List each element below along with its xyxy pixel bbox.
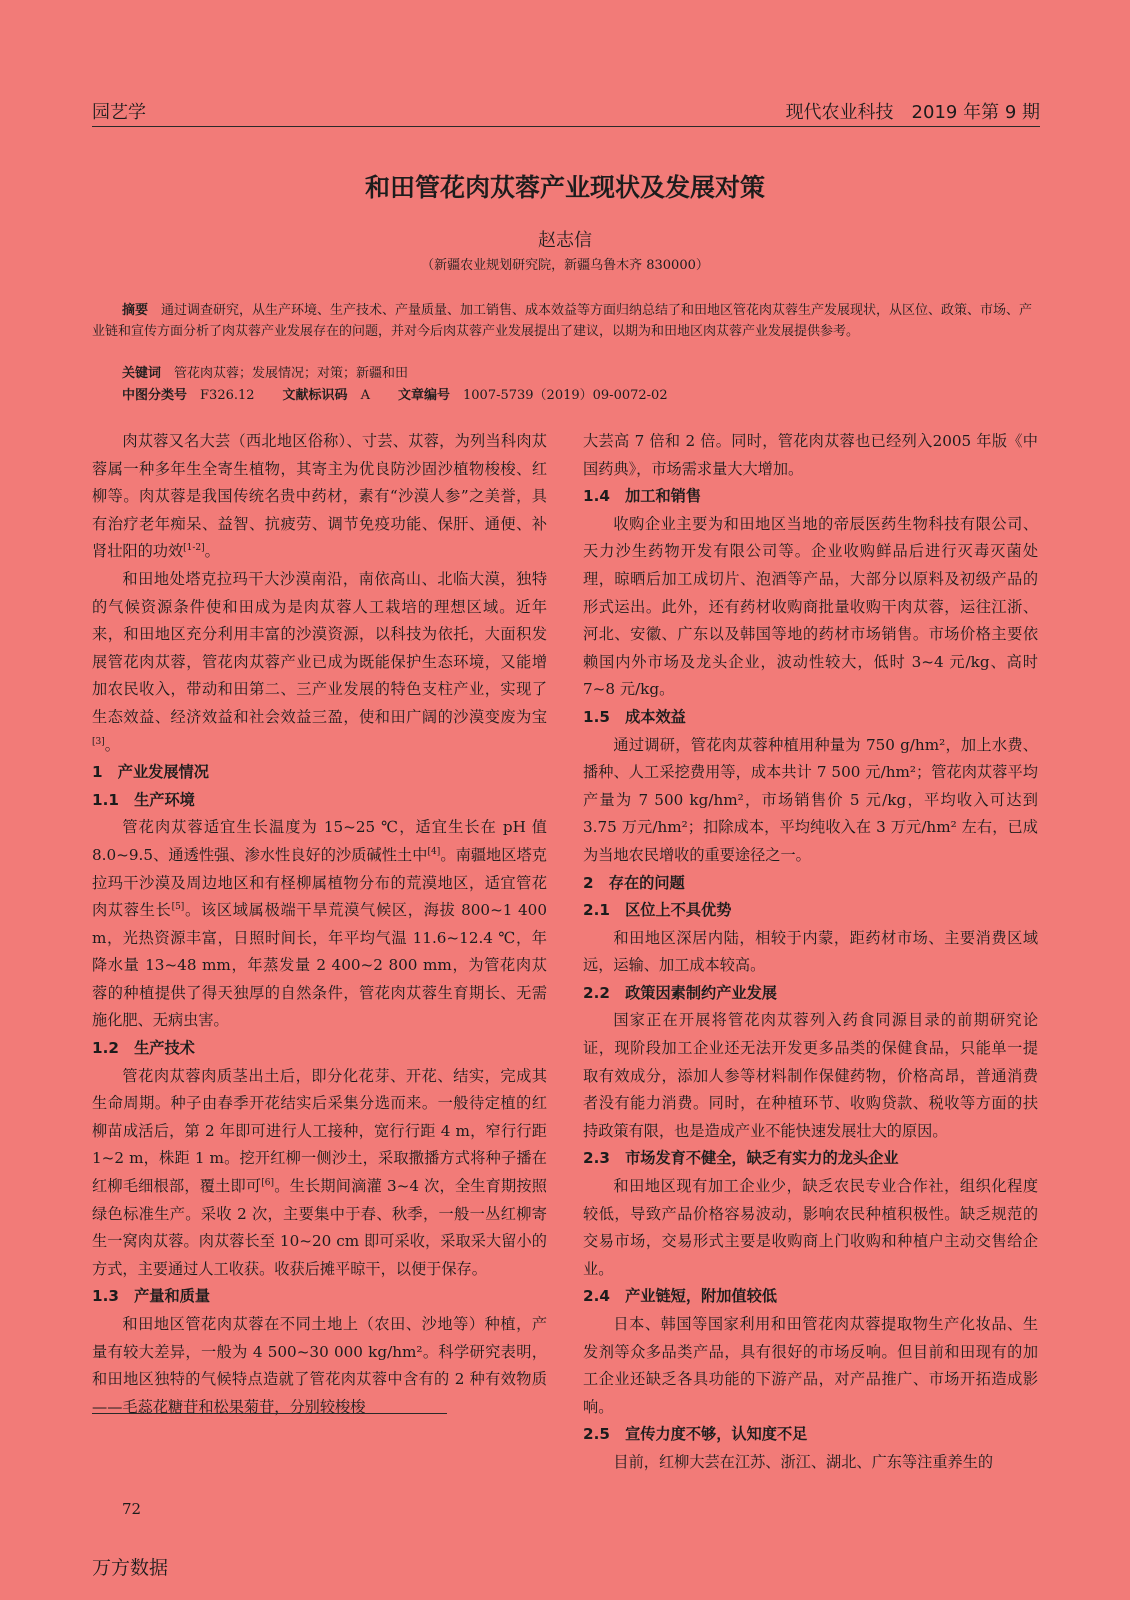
citation: [1-2] <box>183 543 205 554</box>
doc-code-label: 文献标识码 <box>282 388 348 403</box>
paragraph: 收购企业主要为和田地区当地的帝辰医药生物科技有限公司、天力沙生药物开发有限公司等。企业收购鲜品后进行灭毒灭菌处理，晾晒后加工成切片、泡酒等产品，大部分以原料及初级产品的形式运出。此外，还有药材收购商批量收购干肉苁蓉，运往江浙、河北、安徽、广东以及韩国等地的药材市场销售。市场价格主要依赖国内外市场及龙头企业，波动性较大，低时 3~4 元/kg、高时 7~8 元/kg。 <box>583 514 1038 699</box>
subsection-heading: 2.2 政策因素制约产业发展 <box>583 983 777 1002</box>
paragraph: 目前，红柳大芸在江苏、浙江、湖北、广东等注重养生的 <box>613 1452 994 1471</box>
citation: [4] <box>427 846 441 857</box>
paragraph: 和田地区深居内陆，相较于内蒙，距药材市场、主要消费区域远，运输、加工成本较高。 <box>583 928 1038 975</box>
article-no-value: 1007-5739（2019）09-0072-02 <box>463 388 668 403</box>
classification <box>122 384 1040 403</box>
abstract-text: 通过调查研究，从生产环境、生产技术、产量质量、加工销售、成本效益等方面归纳总结了和田地区管花肉苁蓉生产发展现状，从区位、政策、市场、产业链和宣传方面分析了肉苁蓉产业发展存在的问题，并对今后肉苁蓉产业发展提出了建议，以期为和田地区肉苁蓉产业发展提供参考。 <box>92 303 1033 339</box>
abstract-label: 摘要 <box>122 303 149 318</box>
section-heading: 2 存在的问题 <box>583 873 685 892</box>
paragraph: 和田地区管花肉苁蓉在不同土地上（农田、沙地等）种植，产量有较大差异，一般为 4 500~30 000 kg/hm²。科学研究表明，和田地区独特的气候特点造就了管花肉苁蓉中含有的 2 种有效物质——毛蕊花糖苷和松果菊苷，分别较梭梭 <box>92 1315 547 1416</box>
subsection-heading: 2.3 市场发育不健全，缺乏有实力的龙头企业 <box>583 1149 899 1168</box>
article-no-label: 文章编号 <box>397 388 450 403</box>
keywords <box>122 362 1040 381</box>
paragraph: 管花肉苁蓉肉质茎出土后，即分化花芽、开花、结实，完成其生命周期。种子由春季开花结实后采集分选而来。一般待定植的红柳苗成活后，第 2 年即可进行人工接种，宽行行距 4 m，窄行行距 1~2 m，株距 1 m。挖开红柳一侧沙土，采取撒播方式将种子播在红柳毛细根部，覆土即可[6]。生长期间滴灌 3~4 次，全生育期按照绿色标准生产。采收 2 次，主要集中于春、秋季，一般一丛红柳寄生一窝肉苁蓉。肉苁蓉长至 10~20 cm 即可采收，采取采大留小的方式，主要通过人工收获。收获后摊平晾干，以便于保存。 <box>92 1066 547 1278</box>
section-heading: 1 产业发展情况 <box>92 763 209 782</box>
subsection-heading: 1.2 生产技术 <box>92 1039 195 1058</box>
watermark: 万方数据 <box>92 1557 169 1579</box>
abstract <box>92 300 1040 342</box>
left-column <box>92 428 547 1421</box>
section-label: 园艺学 <box>92 102 146 123</box>
doc-code-value: A <box>360 388 370 403</box>
author: 赵志信 <box>538 230 592 251</box>
paragraph: 日本、韩国等国家利用和田管花肉苁蓉提取物生产化妆品、生发剂等众多品类产品，具有很好的市场反响。但目前和田现有的加工企业还缺乏各具功能的下游产品，对产品推广、市场开拓造成影响。 <box>583 1315 1038 1416</box>
paragraph: 和田地处塔克拉玛干大沙漠南沿，南依高山、北临大漠，独特的气候资源条件使和田成为是肉苁蓉人工栽培的理想区域。近年来，和田地区充分利用丰富的沙漠资源，以科技为依托，大面积发展管花肉苁蓉，管花肉苁蓉产业已成为既能保护生态环境，又能增加农民收入，带动和田第二、三产业发展的特色支柱产业，实现了生态效益、经济效益和社会效益三盈，使和田广阔的沙漠变废为宝[3]。 <box>92 569 547 754</box>
keywords-text: 管花肉苁蓉；发展情况；对策；新疆和田 <box>174 366 409 381</box>
paragraph: 国家正在开展将管花肉苁蓉列入药食同源目录的前期研究论证，现阶段加工企业还无法开发更多品类的保健食品，只能单一提取有效成分，添加人参等材料制作保健药物，价格高昂，普通消费者没有能力消费。同时，在种植环节、收购贷款、税收等方面的扶持政策有限，也是造成产业不能快速发展壮大的原因。 <box>583 1011 1038 1140</box>
citation: [3] <box>92 736 105 747</box>
subsection-heading: 2.1 区位上不具优势 <box>583 901 732 920</box>
citation: [5] <box>171 902 185 913</box>
footnote-rule <box>92 1413 447 1414</box>
paragraph: 大芸高 7 倍和 2 倍。同时，管花肉苁蓉也已经列入2005 年版《中国药典》，市场需求量大大增加。 <box>583 432 1038 478</box>
subsection-heading: 2.4 产业链短，附加值较低 <box>583 1287 777 1306</box>
subsection-heading: 2.5 宣传力度不够，认知度不足 <box>583 1425 808 1444</box>
keywords-label: 关键词 <box>122 366 162 381</box>
subsection-heading: 1.3 产量和质量 <box>92 1287 211 1306</box>
affiliation: （新疆农业规划研究院，新疆乌鲁木齐 830000） <box>421 258 709 273</box>
subsection-heading: 1.4 加工和销售 <box>583 487 702 506</box>
page-number: 72 <box>122 1500 142 1518</box>
subsection-heading: 1.1 生产环境 <box>92 790 195 809</box>
journal-issue: 现代农业科技 2019 年第 9 期 <box>785 102 1040 123</box>
paragraph: 管花肉苁蓉适宜生长温度为 15~25 ℃，适宜生长在 pH 值 8.0~9.5、通透性强、渗水性良好的沙质碱性土中[4]。南疆地区塔克拉玛干沙漠及周边地区和有柽柳属植物分布的荒漠地区，适宜管花肉苁蓉生长[5]。该区域属极端干旱荒漠气候区，海拔 800~1 400 m，光热资源丰富，日照时间长，年平均气温 11.6~12.4 ℃，年降水量 13~48 mm，年蒸发量 2 400~2 800 mm，为管花肉苁蓉的种植提供了得天独厚的自然条件，管花肉苁蓉生育期长、无需施化肥、无病虫害。 <box>92 818 547 1030</box>
running-header <box>92 98 1040 127</box>
paragraph: 肉苁蓉又名大芸（西北地区俗称）、寸芸、苁蓉，为列当科肉苁蓉属一种多年生全寄生植物，其寄主为优良防沙固沙植物梭梭、红柳等。肉苁蓉是我国传统名贵中药材，素有“沙漠人参”之美誉，具有治疗老年痴呆、益智、抗疲劳、调节免疫功能、保肝、通便、补肾壮阳的功效[1-2]。 <box>92 432 547 561</box>
subsection-heading: 1.5 成本效益 <box>583 707 686 726</box>
citation: [6] <box>261 1177 275 1188</box>
clc-label: 中图分类号 <box>122 388 188 403</box>
clc-value: F326.12 <box>200 388 255 403</box>
article-title: 和田管花肉苁蓉产业现状及发展对策 <box>364 173 765 202</box>
right-column <box>583 428 1038 1477</box>
paragraph: 通过调研，管花肉苁蓉种植用种量为 750 g/hm²，加上水费、播种、人工采挖费用等，成本共计 7 500 元/hm²；管花肉苁蓉平均产量为 7 500 kg/hm²，市场销售价 5 元/kg，平均收入可达到 3.75 万元/hm²；扣除成本，平均纯收入在 3 万元/hm² 左右，已成为当地农民增收的重要途径之一。 <box>583 735 1038 864</box>
paragraph: 和田地区现有加工企业少，缺乏农民专业合作社，组织化程度较低，导致产品价格容易波动，影响农民种植积极性。缺乏规范的交易市场，交易形式主要是收购商上门收购和种植户主动交售给企业。 <box>583 1177 1038 1278</box>
